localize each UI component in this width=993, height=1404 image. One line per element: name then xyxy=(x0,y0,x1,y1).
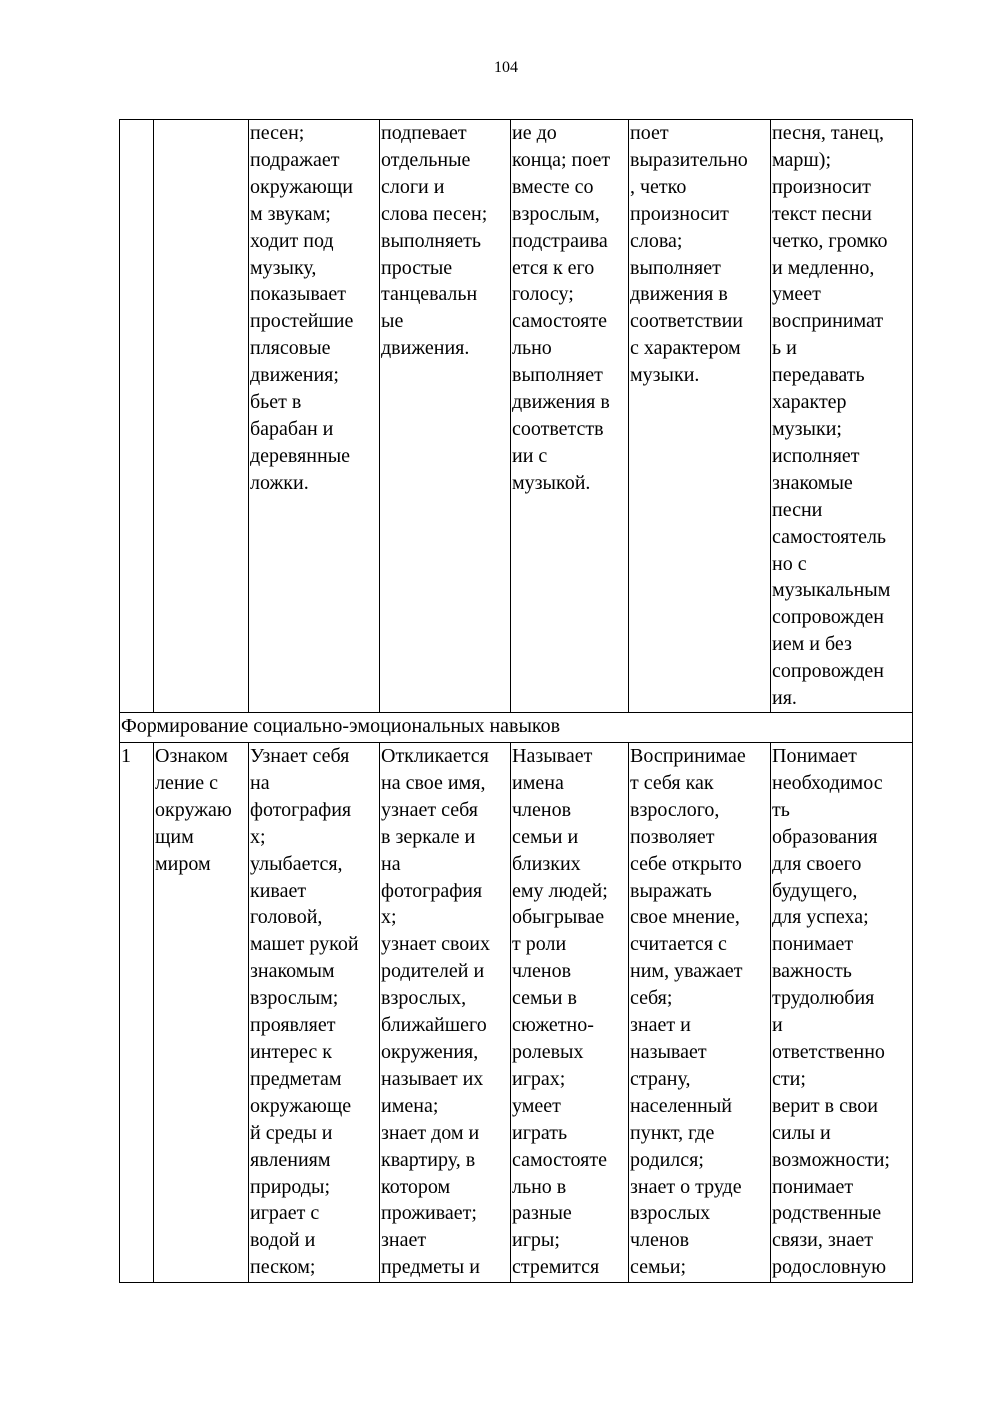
table-cell-level-3: ие до конца; поет вместе со взрослым, подстраива ется к его голосу; самостояте льно выполняет движения в соответств ии с музыкой. xyxy=(511,120,629,713)
table-cell-area: Ознаком ление с окружаю щим миром xyxy=(154,743,249,1283)
table-cell-number: 1 xyxy=(120,743,154,1283)
table-cell-level-4: Воспринимае т себя как взрослого, позволяет себе открыто выражать свое мнение, считается с ним, уважает себя; знает и называет страну, населенный пункт, где родился; знает о труде взрослых членов семьи; xyxy=(629,743,771,1283)
table-cell-level-5: песня, танец, марш); произносит текст песни четко, громко и медленно, умеет воспринимат ь и передавать характер музыки; исполняет знакомые песни самостоятель но с музыкальным сопровожден ием и без сопровожден ия. xyxy=(771,120,913,713)
table-section-row xyxy=(120,713,913,743)
table-cell-level-1: Узнает себя на фотография х; улыбается, кивает головой, машет рукой знакомым взрослым; проявляет интерес к предметам окружающе й среды и явлениям природы; играет с водой и песком; xyxy=(249,743,380,1283)
table-cell-level-1: песен; подражает окружающи м звукам; ходит под музыку, показывает простейшие плясовые движения; бьет в барабан и деревянные ложки. xyxy=(249,120,380,713)
skills-table xyxy=(119,119,913,1283)
page-number: 104 xyxy=(494,59,518,76)
table-cell-level-2: подпевает отдельные слоги и слова песен; выполняеть простые танцевальн ые движения. xyxy=(380,120,511,713)
table-cell-number xyxy=(120,120,154,713)
table-row-continued xyxy=(120,120,913,713)
table-cell-level-5: Понимает необходимос ть образования для своего будущего, для успеха; понимает важность трудолюбия и ответственно сти; верит в свои силы и возможности; понимает родственные связи, знает родословную xyxy=(771,743,913,1283)
table-cell-area xyxy=(154,120,249,713)
section-title: Формирование социально-эмоциональных навыков xyxy=(120,713,913,743)
table-cell-level-3: Называет имена членов семьи и близких ему людей; обыгрывае т роли членов семьи в сюжетно- ролевых играх; умеет играть самостояте льно в разные игры; стремится xyxy=(511,743,629,1283)
table-cell-level-4: поет выразительно , четко произносит слова; выполняет движения в соответствии с характером музыки. xyxy=(629,120,771,713)
table-cell-level-2: Откликается на свое имя, узнает себя в зеркале и на фотография х; узнает своих родителей и взрослых, ближайшего окружения, называет их имена; знает дом и квартиру, в котором проживает; знает предметы и xyxy=(380,743,511,1283)
table-row xyxy=(120,743,913,1283)
